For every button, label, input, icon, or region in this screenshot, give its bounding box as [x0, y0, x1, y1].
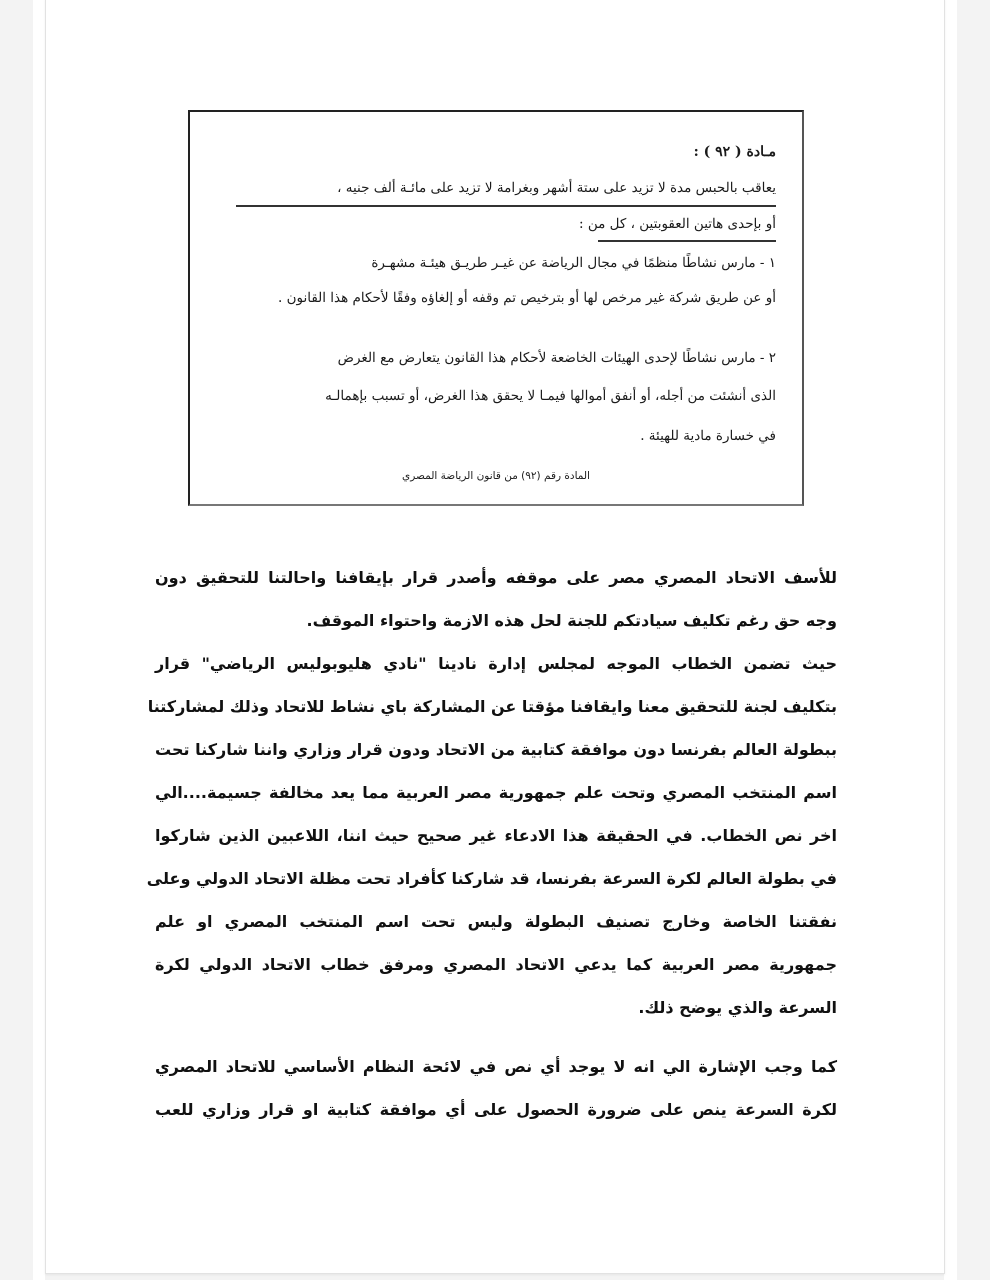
paragraph-line: وجه حق رغم تكليف سيادتكم للجنة لحل هذه الازمة واحتواء الموقف.: [306, 611, 837, 630]
paragraph-line: اسم المنتخب المصري وتحت علم جمهورية مصر العربية مما يعد مخالفة جسيمة....الي: [155, 783, 837, 802]
paragraph-line: ببطولة العالم بفرنسا دون موافقة كتابية من الاتحاد ودون قرار وزاري واننا شاركنا تحت: [155, 740, 837, 759]
paragraph-line: السرعة والذي يوضح ذلك.: [638, 998, 837, 1017]
underline-divider: [236, 205, 776, 207]
excerpt-line: يعاقب بالحبس مدة لا تزيد على ستة أشهر وبغرامة لا تزيد على مائـة ألف جنيه ،: [337, 180, 776, 196]
body-paragraph-1: [146, 556, 837, 1029]
article-heading: مـادة ( ٩٢ ) :: [693, 144, 776, 160]
excerpt-line: ١ - مارس نشاطًا منظمًا في مجال الرياضة عن غيـر طريـق هيئـة مشهـرة: [371, 255, 776, 271]
excerpt-line: أو عن طريق شركة غير مرخص لها أو بترخيص تم وقفه أو إلغاؤه وفقًا لأحكام هذا القانون .: [277, 290, 776, 306]
excerpt-line: في خسارة مادية للهيئة .: [640, 428, 776, 444]
paragraph-line: في بطولة العالم لكرة السرعة بفرنسا، قد شاركنا كأفراد تحت مظلة الاتحاد الدولي وعلى: [146, 869, 837, 888]
excerpt-line: الذى أنشئت من أجله، أو أنفق أموالها فيمـا لا يحقق هذا الغرض، أو تسبب بإهمالـه: [325, 388, 776, 404]
paragraph-line: اخر نص الخطاب. في الحقيقة هذا الادعاء غير صحيح حيث اننا، اللاعبين الذين شاركوا: [155, 826, 837, 845]
paragraph-line: للأسف الاتحاد المصري مصر على موقفه وأصدر قرار بإيقافنا واحالتنا للتحقيق دون: [155, 568, 837, 587]
excerpt-line: أو بإحدى هاتين العقوبتين ، كل من :: [579, 216, 776, 232]
left-page-gutter: [33, 0, 45, 1280]
paragraph-line: نفقتنا الخاصة وخارج تصنيف البطولة وليس تحت اسم المنتخب المصري او علم: [155, 912, 837, 931]
scanned-law-excerpt: [188, 110, 804, 506]
body-paragraph-2: [155, 1045, 837, 1131]
paragraph-line: بتكليف لجنة للتحقيق معنا وايقافنا مؤقتا عن المشاركة باي نشاط للاتحاد وذلك لمشاركتنا: [147, 697, 837, 716]
paragraph-line: حيث تضمن الخطاب الموجه لمجلس إدارة نادينا "نادي هليوبوليس الرياضي" قرار: [155, 654, 837, 673]
paragraph-line: كما وجب الإشارة الي انه لا يوجد أي نص في لائحة النظام الأساسي للاتحاد المصري: [155, 1057, 837, 1076]
excerpt-caption: المادة رقم (٩٢) من قانون الرياضة المصري: [402, 470, 590, 482]
paragraph-line: لكرة السرعة ينص على ضرورة الحصول على أي موافقة كتابية او قرار وزاري للعب: [155, 1100, 837, 1119]
underline-divider: [598, 240, 776, 242]
paragraph-line: جمهورية مصر العربية كما يدعي الاتحاد المصري ومرفق خطاب الاتحاد الدولي لكرة: [155, 955, 837, 974]
excerpt-line: ٢ - مارس نشاطًا لإحدى الهيئات الخاضعة لأحكام هذا القانون يتعارض مع الغرض: [337, 350, 776, 366]
right-page-gutter: [944, 0, 957, 1280]
